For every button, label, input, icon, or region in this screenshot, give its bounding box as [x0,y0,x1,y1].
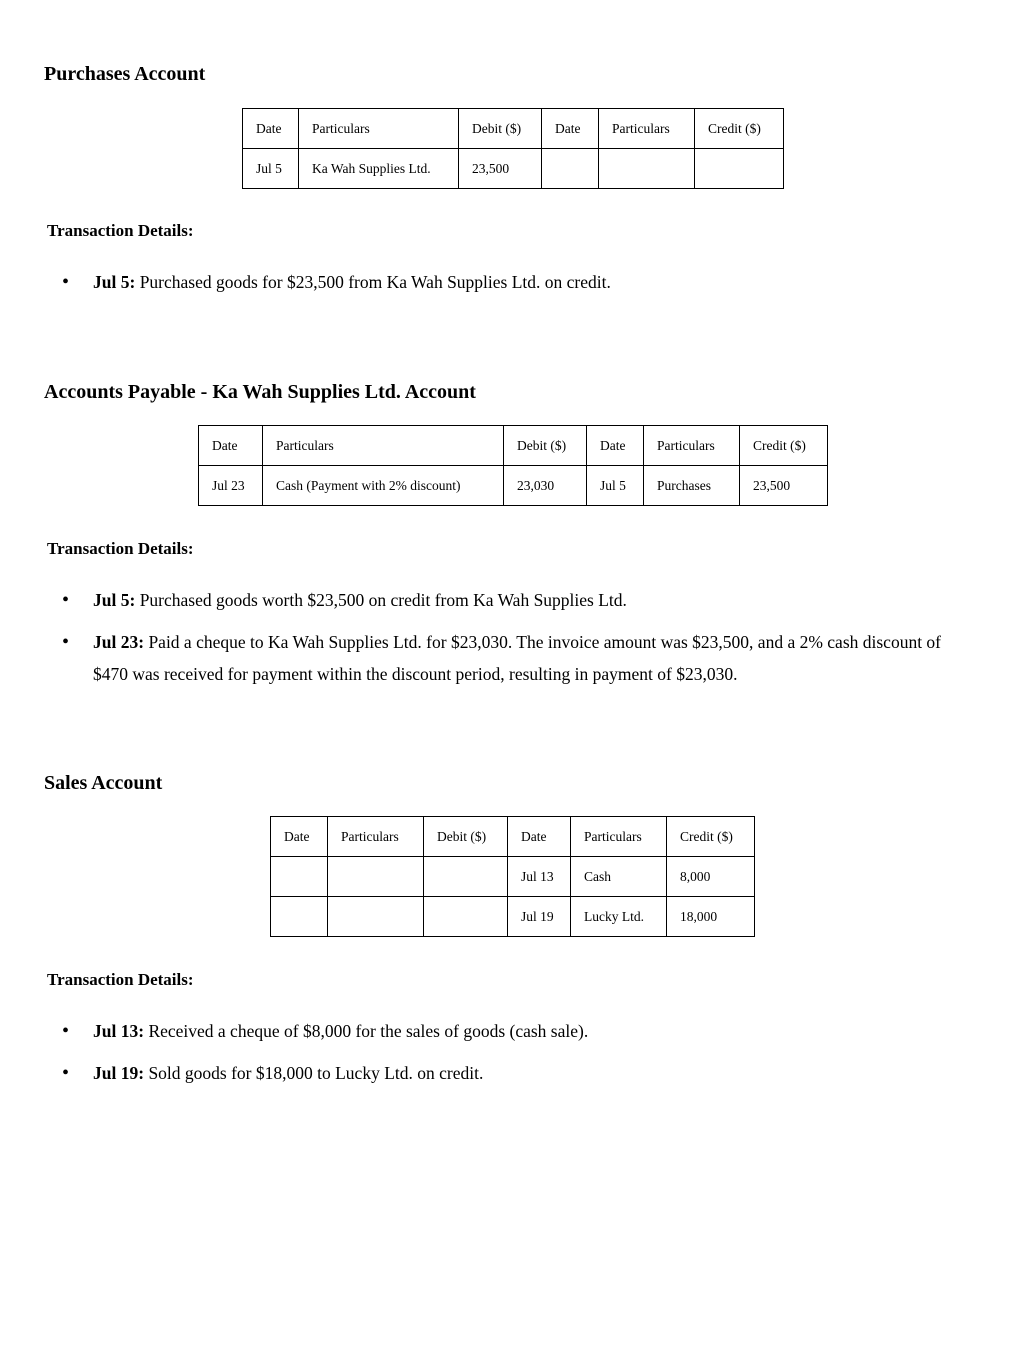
table-cell: Jul 19 [508,897,571,937]
column-header: Particulars [599,109,695,149]
column-header: Particulars [328,817,424,857]
table-cell: Jul 5 [587,466,644,506]
sales-details-title: Transaction Details: [47,970,194,989]
table-cell [599,149,695,189]
table-row [199,466,828,506]
transaction-date: Jul 23: [93,632,145,652]
table-cell: 23,500 [740,466,828,506]
column-header: Date [587,426,644,466]
table-cell [424,897,508,937]
column-header: Particulars [263,426,504,466]
table-header-row [243,109,784,149]
table-cell: Jul 23 [199,466,263,506]
table-cell [424,857,508,897]
table-cell: Jul 5 [243,149,299,189]
payable-ledger-table [198,425,828,506]
table-cell: 8,000 [667,857,755,897]
table-header-row [199,426,828,466]
table-cell: Lucky Ltd. [571,897,667,937]
table-cell: Cash (Payment with 2% discount) [263,466,504,506]
column-header: Particulars [571,817,667,857]
list-item [64,584,944,616]
table-header-row [271,817,755,857]
table-cell: Purchases [644,466,740,506]
column-header: Date [199,426,263,466]
transaction-date: Jul 19: [93,1063,145,1083]
transaction-date: Jul 5: [93,272,136,292]
column-header: Date [508,817,571,857]
table-cell [328,857,424,897]
purchases-account-title: Purchases Account [44,63,206,85]
payable-account-title: Accounts Payable - Ka Wah Supplies Ltd. Account [44,381,476,403]
transaction-date: Jul 13: [93,1021,145,1041]
column-header: Credit ($) [667,817,755,857]
transaction-text: Received a cheque of $8,000 for the sales of goods (cash sale). [144,1021,589,1041]
transaction-text: Sold goods for $18,000 to Lucky Ltd. on credit. [144,1063,484,1083]
purchases-ledger-table [242,108,784,189]
list-item [64,1015,944,1047]
table-cell: Ka Wah Supplies Ltd. [299,149,459,189]
table-cell [542,149,599,189]
table-cell [271,857,328,897]
column-header: Date [271,817,328,857]
list-item [64,266,944,298]
table-row [271,897,755,937]
table-cell [271,897,328,937]
table-cell: Jul 13 [508,857,571,897]
column-header: Particulars [299,109,459,149]
table-cell [328,897,424,937]
transaction-text: Paid a cheque to Ka Wah Supplies Ltd. for $23,030. The invoice amount was $23,500, and a 2% cash discount of $470 was received for payment within the discount period, resulting in payment of $23,030. [93,632,942,684]
table-row [271,857,755,897]
table-cell: Cash [571,857,667,897]
table-row [243,149,784,189]
purchases-details-title: Transaction Details: [47,221,194,240]
sales-details-list [64,1015,944,1099]
column-header: Debit ($) [424,817,508,857]
list-item [64,1057,944,1089]
purchases-details-list [64,266,944,308]
table-cell: 18,000 [667,897,755,937]
column-header: Credit ($) [695,109,784,149]
table-cell: 23,030 [504,466,587,506]
column-header: Particulars [644,426,740,466]
column-header: Date [542,109,599,149]
list-item [64,626,944,690]
payable-details-title: Transaction Details: [47,539,194,558]
column-header: Debit ($) [459,109,542,149]
transaction-text: Purchased goods worth $23,500 on credit from Ka Wah Supplies Ltd. [135,590,627,610]
table-cell [695,149,784,189]
table-cell: 23,500 [459,149,542,189]
transaction-text: Purchased goods for $23,500 from Ka Wah Supplies Ltd. on credit. [135,272,611,292]
column-header: Date [243,109,299,149]
column-header: Credit ($) [740,426,828,466]
sales-ledger-table [270,816,755,937]
sales-account-title: Sales Account [44,772,163,794]
transaction-date: Jul 5: [93,590,136,610]
column-header: Debit ($) [504,426,587,466]
payable-details-list [64,584,944,700]
